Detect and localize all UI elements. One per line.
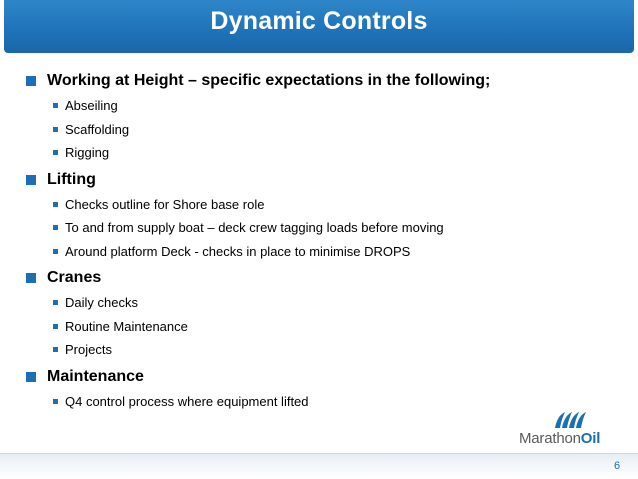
bullet-level2	[26, 216, 626, 240]
bullet-text: Projects	[65, 342, 112, 358]
bullet-level2	[26, 291, 626, 315]
small-square-bullet-icon	[53, 300, 58, 305]
title-bar	[4, 0, 634, 53]
slide-title: Dynamic Controls	[210, 7, 428, 35]
small-square-bullet-icon	[53, 202, 58, 207]
square-bullet-icon	[26, 273, 36, 283]
bullet-level2	[26, 338, 626, 362]
marathon-wave-logo-icon	[553, 410, 589, 430]
page-number: 6	[614, 460, 621, 472]
bullet-text: Scaffolding	[65, 121, 130, 137]
bullet-text: Abseiling	[65, 98, 118, 114]
bullet-text: Daily checks	[65, 295, 138, 311]
bullet-text: To and from supply boat – deck crew tagging loads before moving	[65, 220, 444, 236]
marathon-oil-logo	[519, 410, 619, 454]
bullet-level2	[26, 118, 626, 142]
bullet-text: Rigging	[65, 145, 110, 161]
small-square-bullet-icon	[53, 225, 58, 230]
bullet-level2	[26, 315, 626, 339]
bullet-level2	[26, 193, 626, 217]
bullet-text: Routine Maintenance	[65, 318, 188, 334]
small-square-bullet-icon	[53, 103, 58, 108]
section-working-at-height	[26, 68, 626, 165]
bullet-level1	[26, 167, 626, 193]
square-bullet-icon	[26, 76, 36, 86]
bullet-text: Around platform Deck - checks in place to minimise DROPS	[65, 243, 411, 259]
small-square-bullet-icon	[53, 127, 58, 132]
slide-content	[26, 68, 626, 415]
section-heading: Cranes	[47, 269, 102, 286]
section-heading: Lifting	[47, 170, 96, 188]
small-square-bullet-icon	[53, 249, 58, 254]
section-cranes	[26, 265, 626, 362]
square-bullet-icon	[26, 372, 36, 382]
logo-wordmark	[519, 430, 600, 447]
bullet-level1	[26, 68, 626, 94]
bullet-text: Checks outline for Shore base role	[65, 196, 265, 212]
bullet-level2	[26, 141, 626, 165]
section-lifting	[26, 167, 626, 264]
bullet-level2	[26, 94, 626, 118]
section-heading: Maintenance	[47, 367, 144, 385]
small-square-bullet-icon	[53, 324, 58, 329]
section-heading: Working at Height – specific expectations in the following;	[47, 72, 491, 89]
section-maintenance	[26, 364, 626, 414]
bullet-text: Q4 control process where equipment lifted	[65, 393, 309, 409]
footer-band	[0, 453, 638, 479]
square-bullet-icon	[26, 175, 36, 185]
small-square-bullet-icon	[53, 347, 58, 352]
bullet-level1	[26, 265, 626, 291]
bullet-level2	[26, 240, 626, 264]
small-square-bullet-icon	[53, 399, 58, 404]
logo-name-part1: Marathon	[519, 430, 581, 447]
small-square-bullet-icon	[53, 150, 58, 155]
logo-name-part2: Oil	[580, 430, 601, 447]
bullet-level1	[26, 364, 626, 390]
